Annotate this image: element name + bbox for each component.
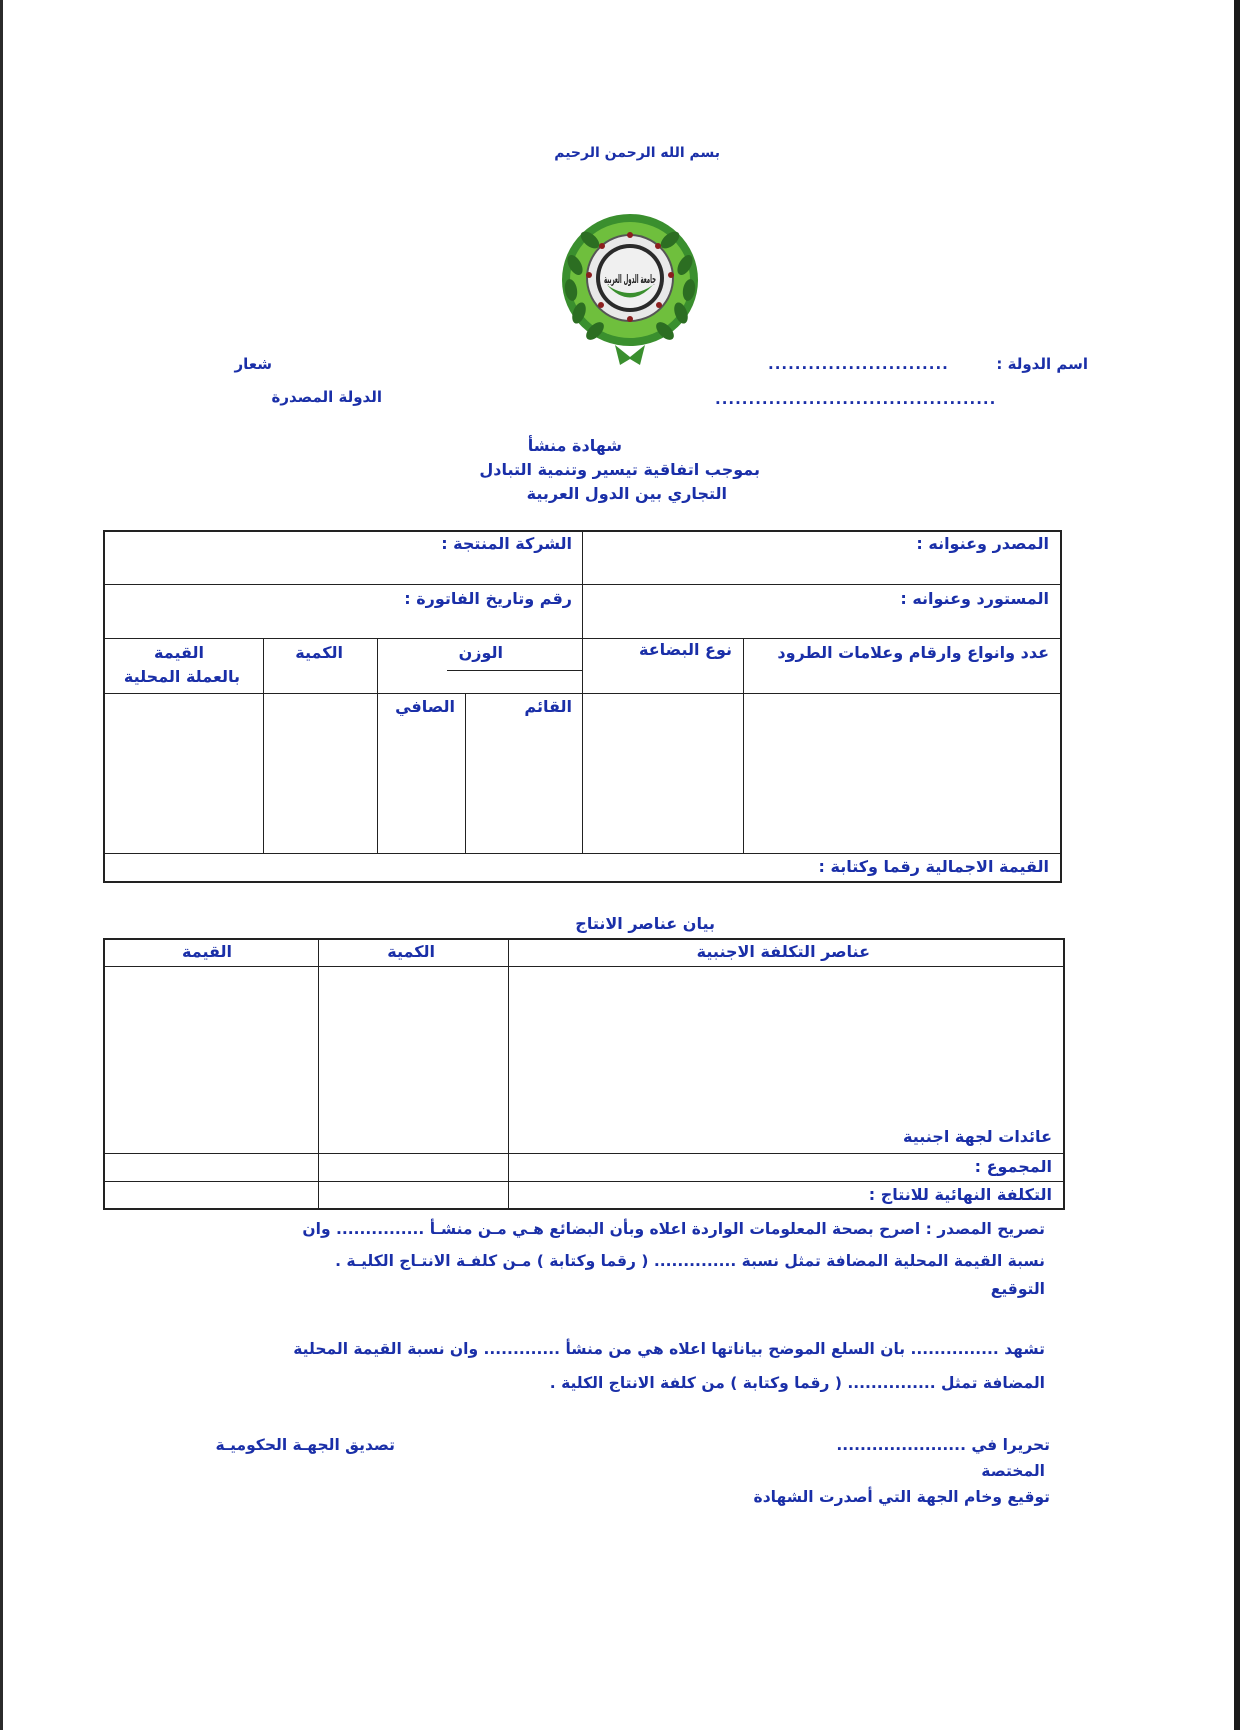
issuing-country-label: الدولة المصدرة <box>271 388 382 406</box>
goods-type-label: نوع البضاعة <box>639 640 732 659</box>
basmala: بسم الله الرحمن الرحيم <box>554 145 720 161</box>
value-currency-label: بالعملة المحلية <box>123 667 240 686</box>
country-name-dots-2: .......................................... <box>715 390 997 408</box>
invoice-label: رقم وتاريخ الفاتورة : <box>404 589 572 608</box>
logo-label: شعار <box>234 355 272 373</box>
issued-in-label: تحريرا في ...................... <box>836 1436 1050 1454</box>
certificate-title: شهادة منشأ <box>527 436 622 455</box>
government-approval-label: تصديق الجهـة الحكوميـة <box>215 1436 395 1454</box>
net-weight-label: الصافي <box>395 697 455 716</box>
final-cost-label: التكلفة النهائية للانتاج : <box>868 1185 1052 1204</box>
exporter-declaration-line1: تصريح المصدر : اصرح بصحة المعلومات الواردة اعلاه وبأن البضائع هـي مـن منشـأ ............... وان <box>302 1220 1045 1238</box>
importer-label: المستورد وعنوانه : <box>900 589 1049 608</box>
certificate-subtitle-1: بموجب اتفاقية تيسير وتنمية التبادل <box>479 460 760 479</box>
certification-line2: المضافة تمثل ............... ( رقما وكتابة ) من كلفة الانتاج الكلية . <box>549 1374 1045 1392</box>
country-name-dots: ........................... <box>768 355 949 373</box>
weight-label: الوزن <box>458 643 503 662</box>
total-value-label: القيمة الاجمالية رقما وكتابة : <box>818 857 1049 876</box>
arab-league-emblem <box>555 205 705 370</box>
value-label: القيمة <box>154 643 204 662</box>
production-total-label: المجموع : <box>974 1157 1052 1176</box>
issuer-stamp-label: توقيع وخام الجهة التي أصدرت الشهادة <box>753 1488 1050 1506</box>
emblem-calligraphy <box>604 272 656 287</box>
country-name-label: اسم الدولة : <box>996 355 1088 373</box>
gross-weight-label: القائم <box>524 697 572 716</box>
certification-line1: تشهد ............... بان السلع الموضح بياناتها اعلاه هي من منشأ ............. وان نسبة القيمة المحلية <box>293 1340 1045 1358</box>
quantity-label: الكمية <box>295 643 343 662</box>
foreign-cost-label: عناصر التكلفة الاجنبية <box>696 942 870 961</box>
production-value-label: القيمة <box>182 942 232 961</box>
competent-label: المختصة <box>981 1462 1045 1480</box>
exporter-label: المصدر وعنوانه : <box>916 534 1049 553</box>
page-left-edge <box>0 0 3 1730</box>
production-quantity-label: الكمية <box>387 942 435 961</box>
production-heading: بيان عناصر الانتاج <box>575 914 715 933</box>
producer-label: الشركة المنتجة : <box>441 534 572 553</box>
production-table <box>103 938 1065 1210</box>
page-right-edge <box>1234 0 1240 1730</box>
foreign-royalties-label: عائدات لجهة اجنبية <box>902 1127 1052 1146</box>
packages-label: عدد وانواع وارقام وعلامات الطرود <box>777 643 1049 662</box>
signature-label: التوقيع <box>990 1280 1045 1298</box>
certificate-subtitle-2: التجاري بين الدول العربية <box>526 484 727 503</box>
exporter-declaration-line2: نسبة القيمة المحلية المضافة تمثل نسبة .............. ( رقما وكتابة ) مـن كلفـة الانتـاج الكليـة . <box>335 1252 1045 1270</box>
